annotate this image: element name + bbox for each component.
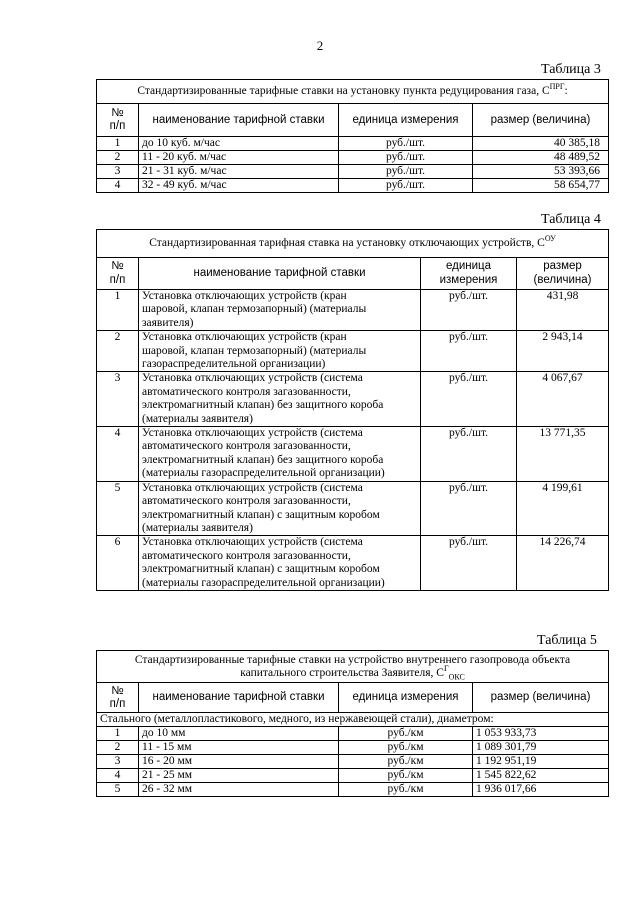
table4-header-unit: единица измерения bbox=[421, 258, 517, 290]
table-row: 6 Установка отключающих устройств (система автоматического контроля загазованности, электромагнитный клапан) с защитным коробом (материалы газораспределительной организации) руб./шт. 14 226,74 bbox=[97, 536, 609, 591]
table5-header-name: наименование тарифной ставки bbox=[139, 683, 339, 713]
table5-header-unit: единица измерения bbox=[339, 683, 473, 713]
table-row: 1 до 10 мм руб./км 1 053 933,73 bbox=[97, 727, 609, 741]
table4 bbox=[96, 229, 609, 591]
table-row: 5 Установка отключающих устройств (система автоматического контроля загазованности, электромагнитный клапан) с защитным коробом (материалы заявителя) руб./шт. 4 199,61 bbox=[97, 481, 609, 536]
table3-header-num: № п/п bbox=[97, 104, 139, 137]
table3-header-size: размер (величина) bbox=[473, 104, 609, 137]
table-row: 3 Установка отключающих устройств (система автоматического контроля загазованности, электромагнитный клапан) без защитного короба (материалы заявителя) руб./шт. 4 067,67 bbox=[97, 372, 609, 427]
table-row: 3 16 - 20 мм руб./км 1 192 951,19 bbox=[97, 755, 609, 769]
table5-section-row: Стального (металлопластикового, медного, из нержавеющей стали), диаметром: bbox=[97, 713, 609, 727]
table-row: 2 11 - 20 куб. м/час руб./шт. 48 489,52 bbox=[97, 151, 609, 165]
table4-header-size: размер (величина) bbox=[517, 258, 609, 290]
table-row: 5 26 - 32 мм руб./км 1 936 017,66 bbox=[97, 783, 609, 797]
table-row: 4 Установка отключающих устройств (система автоматического контроля загазованности, электромагнитный клапан) без защитного короба (материалы газораспределительной организации) руб./шт. 13 771,35 bbox=[97, 427, 609, 482]
table4-header-name: наименование тарифной ставки bbox=[139, 258, 421, 290]
table4-header-num: № п/п bbox=[97, 258, 139, 290]
table4-caption: Стандартизированная тарифная ставка на установку отключающих устройств, $С^{ОУ}$ bbox=[97, 230, 609, 258]
table-row: 1 до 10 куб. м/час руб./шт. 40 385,18 bbox=[97, 137, 609, 151]
table3 bbox=[96, 79, 609, 193]
table5-header-size: размер (величина) bbox=[473, 683, 609, 713]
table-row: 4 21 - 25 мм руб./км 1 545 822,62 bbox=[97, 769, 609, 783]
table-row: 1 Установка отключающих устройств (кран шаровой, клапан термозапорный) (материалы заявителя) руб./шт. 431,98 bbox=[97, 290, 609, 331]
table3-header-name: наименование тарифной ставки bbox=[139, 104, 339, 137]
table5 bbox=[96, 650, 609, 797]
table3-header-unit: единица измерения bbox=[339, 104, 473, 137]
table-row: 2 11 - 15 мм руб./км 1 089 301,79 bbox=[97, 741, 609, 755]
table4-label: Таблица 4 bbox=[541, 212, 601, 227]
table5-label: Таблица 5 bbox=[537, 633, 597, 648]
page-number: 2 bbox=[316, 38, 324, 53]
table-row: 3 21 - 31 куб. м/час руб./шт. 53 393,66 bbox=[97, 165, 609, 179]
table-row: 2 Установка отключающих устройств (кран шаровой, клапан термозапорный) (материалы газораспределительной организации) руб./шт. 2 943,14 bbox=[97, 331, 609, 372]
table3-label: Таблица 3 bbox=[541, 62, 601, 77]
table3-caption: Стандартизированные тарифные ставки на установку пункта редуцирования газа, $С^{ПРГ}$: bbox=[97, 80, 609, 104]
table-row: 4 32 - 49 куб. м/час руб./шт. 58 654,77 bbox=[97, 179, 609, 193]
table5-caption: Стандартизированные тарифные ставки на устройство внутреннего газопровода объекта капитального строительства Заявителя, $С^Г_{ОКС}$ bbox=[97, 651, 609, 683]
table5-header-num: № п/п bbox=[97, 683, 139, 713]
